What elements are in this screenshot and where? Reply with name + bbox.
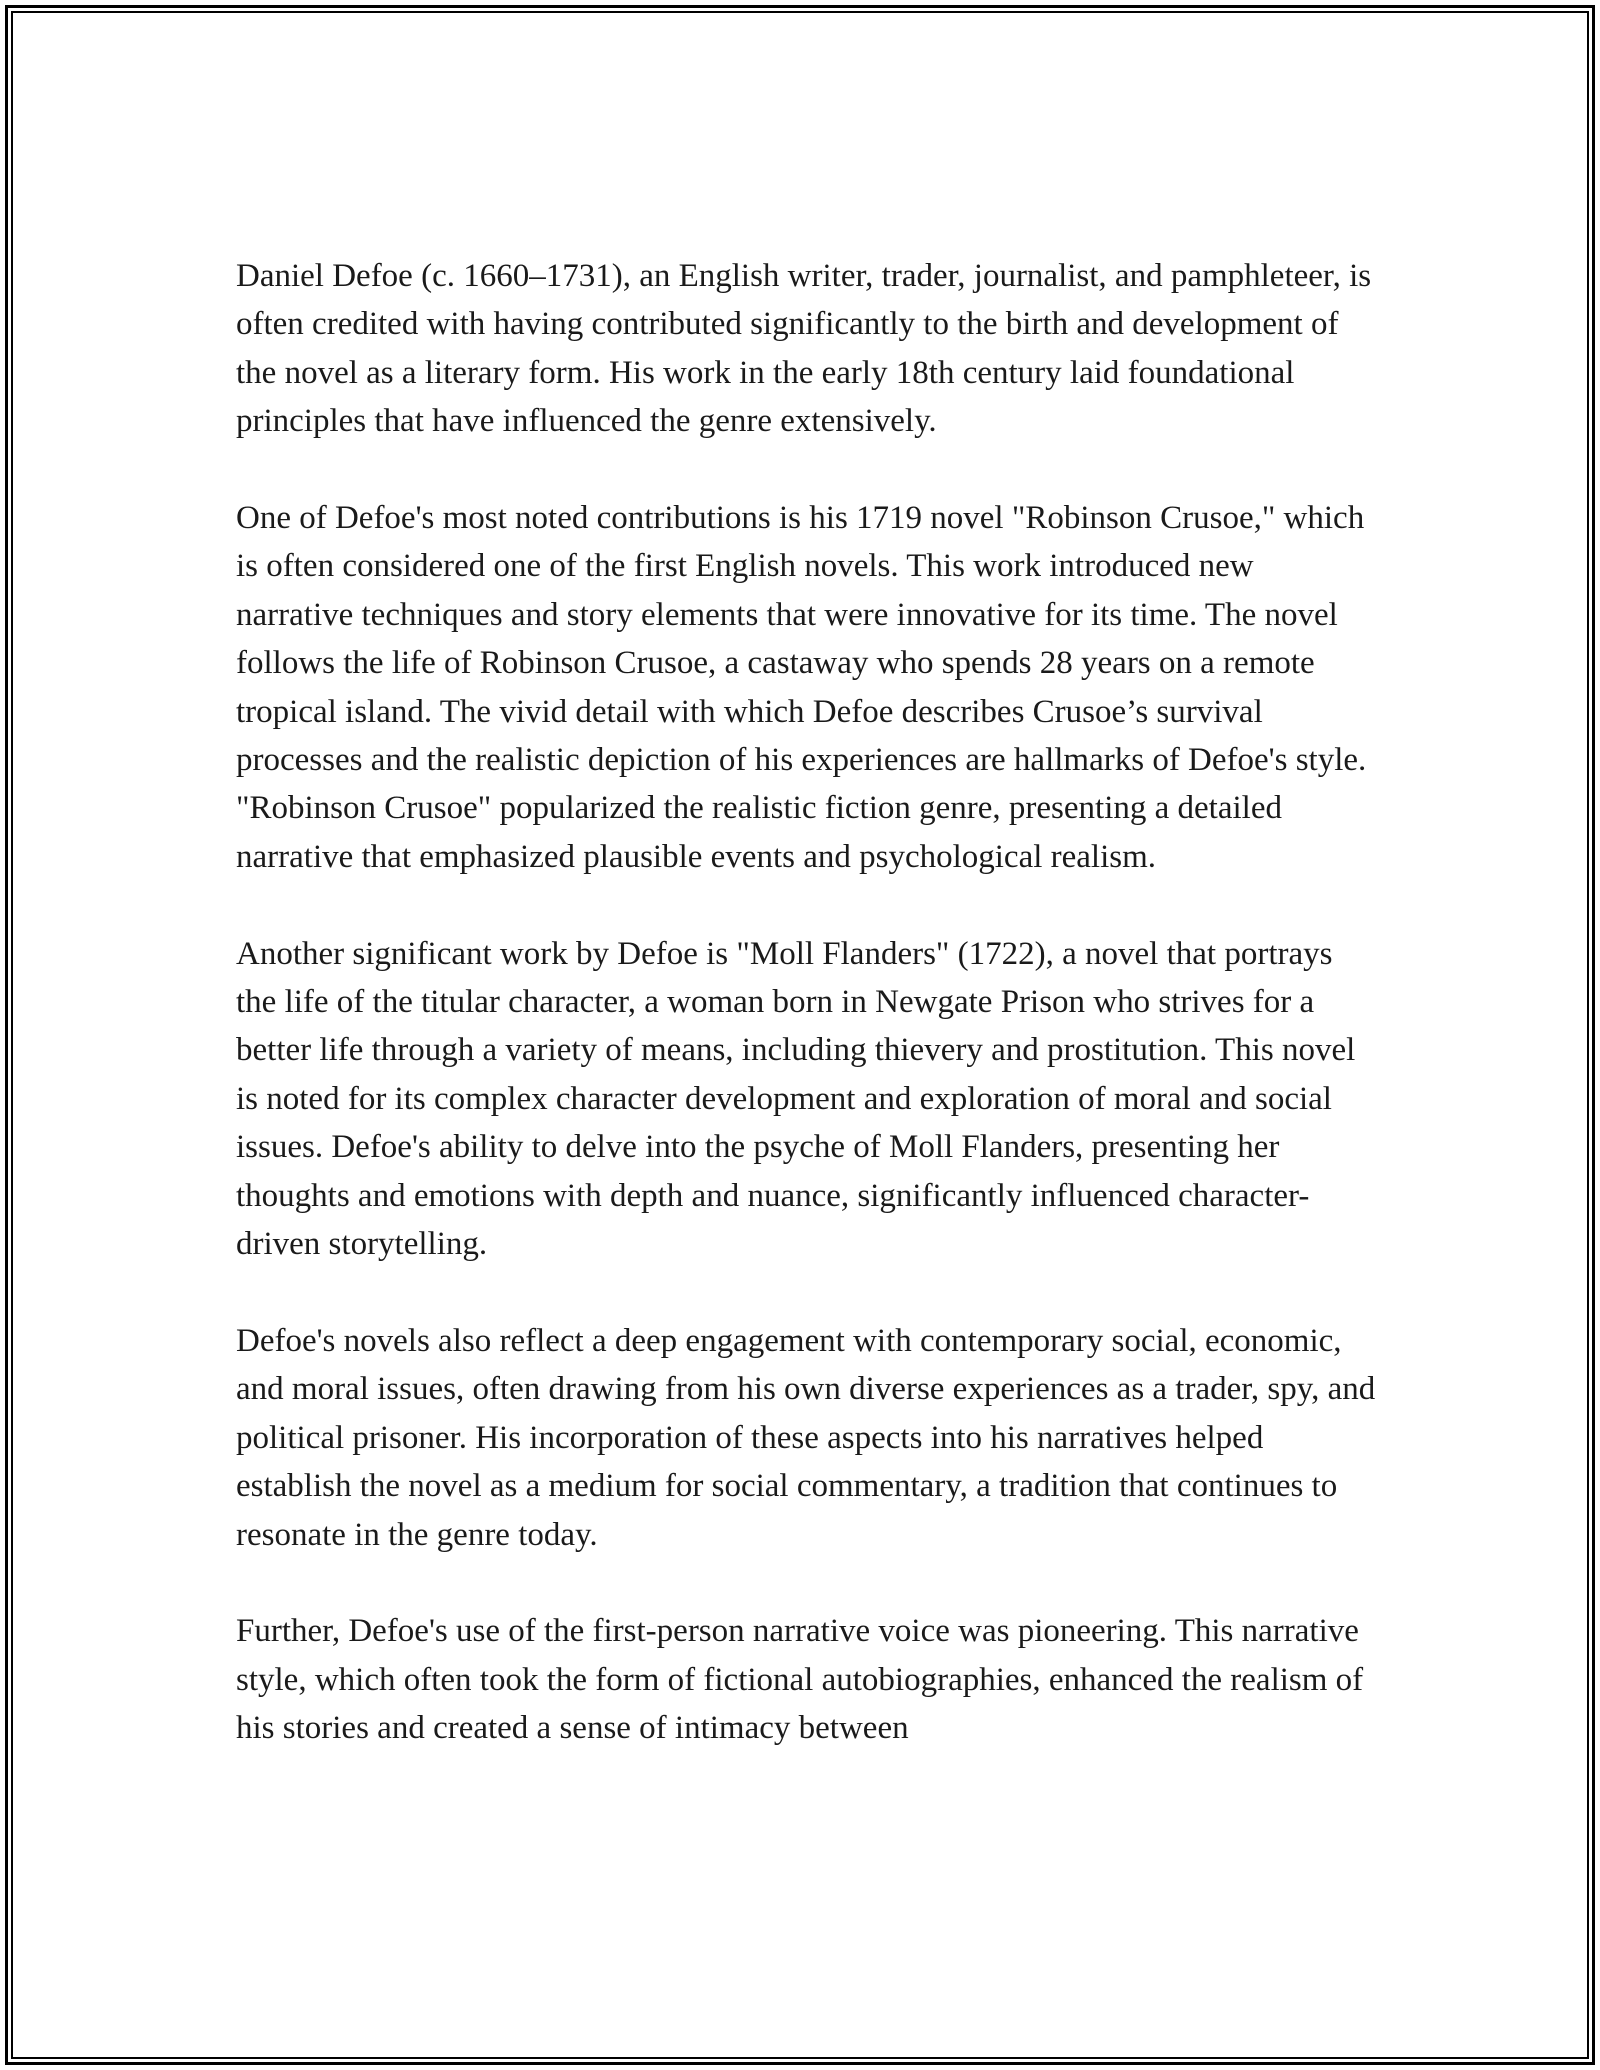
document-body	[236, 252, 1376, 1801]
paragraph-5: Further, Defoe's use of the first-person narrative voice was pioneering. This narrative style, which often took the form of fictional autobiographies, enhanced the realism of his stories and created a sense of intimacy between	[236, 1613, 1364, 1747]
paragraph-1: Daniel Defoe (c. 1660–1731), an English writer, trader, journalist, and pamphleteer, is often credited with having contributed significantly to the birth and development of the novel as a literary form. His work in the early 18th century laid foundational principles that have influenced the genre extensively.	[236, 258, 1372, 440]
paragraph-4: Defoe's novels also reflect a deep engagement with contemporary social, economic, and moral issues, often drawing from his own diverse experiences as a trader, spy, and political prisoner. His incorporation of these aspects into his narratives helped establish the novel as a medium for social commentary, a tradition that continues to resonate in the genre today.	[236, 1322, 1376, 1553]
paragraph-3: Another significant work by Defoe is "Moll Flanders" (1722), a novel that portrays the life of the titular character, a woman born in Newgate Prison who strives for a better life through a variety of means, including thievery and prostitution. This novel is noted for its complex character development and exploration of moral and social issues. Defoe's ability to delve into the psyche of Moll Flanders, presenting her thoughts and emotions with depth and nuance, significantly influenced character-driven storytelling.	[236, 935, 1356, 1263]
paragraph-2: One of Defoe's most noted contributions is his 1719 novel "Robinson Crusoe," which is often considered one of the first English novels. This work introduced new narrative techniques and story elements that were innovative for its time. The novel follows the life of Robinson Crusoe, a castaway who spends 28 years on a remote tropical island. The vivid detail with which Defoe describes Crusoe’s survival processes and the realistic depiction of his experiences are hallmarks of Defoe's style. "Robinson Crusoe" popularized the realistic fiction genre, presenting a detailed narrative that emphasized plausible events and psychological realism.	[236, 500, 1367, 875]
